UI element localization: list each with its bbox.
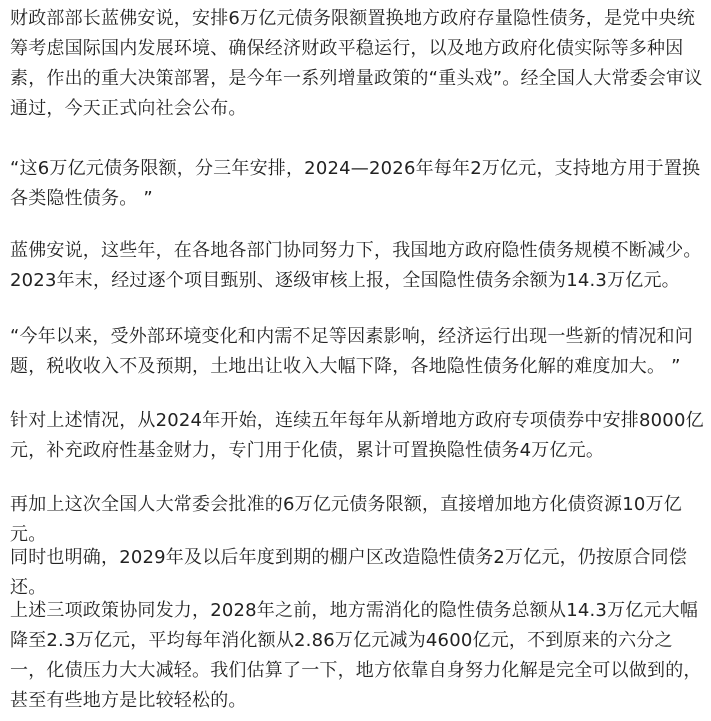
paragraph-8: 上述三项政策协同发力，2028年之前，地方需消化的隐性债务总额从14.3万亿元大幅降至2.3万亿元，平均每年消化额从2.86万亿元减为4600亿元，不到原来的六分之一，化债压力大大减轻。我们估算了一下，地方依靠自身努力化解是完全可以做到的，甚至有些地方是比较轻松的。 [10,600,702,711]
paragraph-5: 针对上述情况，从2024年开始，连续五年每年从新增地方政府专项债券中安排8000亿元，补充政府性基金财力，专门用于化债，累计可置换隐性债务4万亿元。 [10,410,704,461]
paragraph-2: “这6万亿元债务限额，分三年安排，2024—2026年每年2万亿元，支持地方用于置换各类隐性债务。 ” [10,158,701,209]
paragraph-1: 财政部部长蓝佛安说，安排6万亿元债务限额置换地方政府存量隐性债务，是党中央统筹考虑国际国内发展环境、确保经济财政平稳运行，以及地方政府化债实际等多种因素，作出的重大决策部署，是今年一系列增量政策的“重头戏”。经全国人大常委会审议通过，今天正式向社会公布。 [10,8,703,119]
paragraph-3: 蓝佛安说，这些年，在各地各部门协同努力下，我国地方政府隐性债务规模不断减少。2023年末，经过逐个项目甄别、逐级审核上报，全国隐性债务余额为14.3万亿元。 [10,240,702,291]
paragraph-7: 同时也明确，2029年及以后年度到期的棚户区改造隐性债务2万亿元，仍按原合同偿还。 [10,547,688,598]
paragraph-6: 再加上这次全国人大常委会批准的6万亿元债务限额，直接增加地方化债资源10万亿元。 [10,494,682,545]
paragraph-4: “今年以来，受外部环境变化和内需不足等因素影响，经济运行出现一些新的情况和问题，税收收入不及预期，土地出让收入大幅下降，各地隐性债务化解的难度加大。 ” [10,326,693,377]
